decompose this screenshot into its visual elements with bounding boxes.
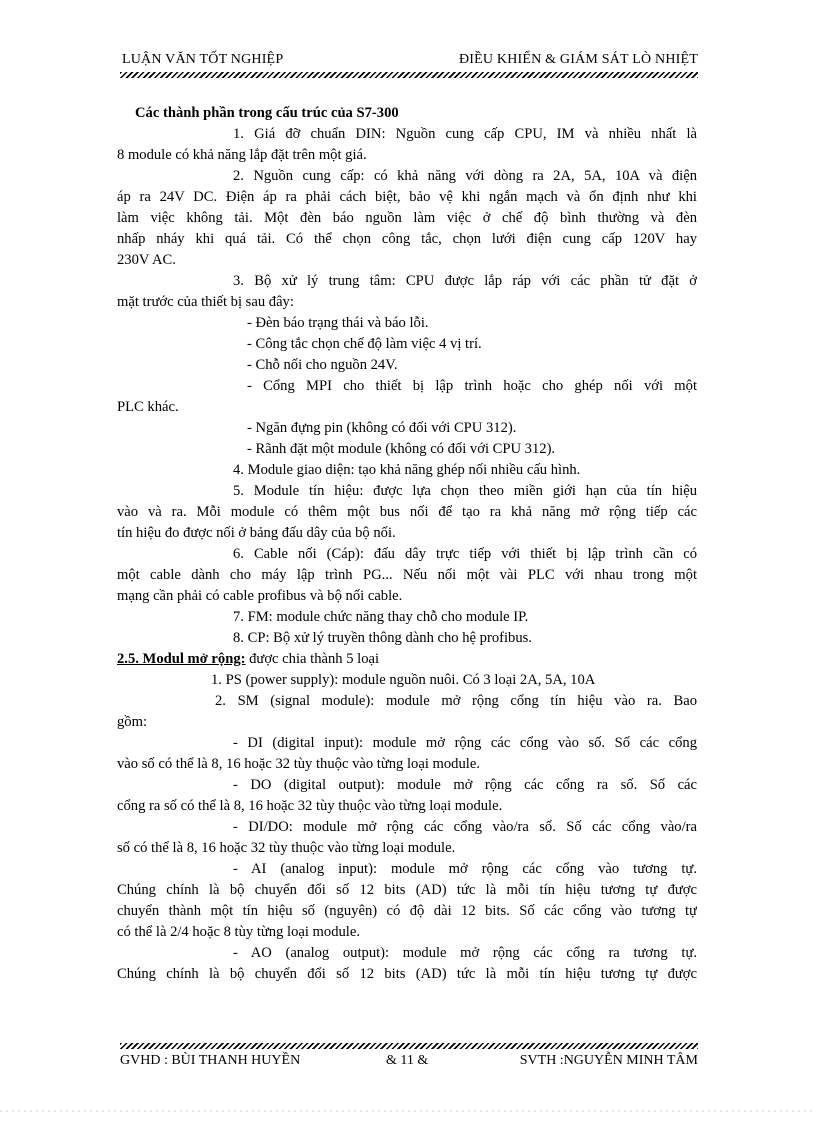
paragraph-line: cổng ra số có thể là 8, 16 hoặc 32 tùy thuộc vào từng loại module. <box>117 798 503 814</box>
paragraph-line: 7. FM: module chức năng thay chỗ cho module IP. <box>233 609 529 625</box>
list-item: - DI/DO: module mở rộng các cổng vào/ra số. Số các cổng vào/ra <box>233 819 697 835</box>
list-item: - DO (digital output): module mở rộng các cổng ra số. Số các <box>233 777 697 793</box>
paragraph-line: vào số có thể là 8, 16 hoặc 32 tùy thuộc vào từng loại module. <box>117 756 480 772</box>
list-item: - Chỗ nối cho nguồn 24V. <box>247 357 398 373</box>
list-item: 1. PS (power supply): module nguồn nuôi. Có 3 loại 2A, 5A, 10A <box>211 672 596 688</box>
list-item: - AO (analog output): module mở rộng các cổng ra tương tự. <box>233 945 697 961</box>
paragraph-line: số có thể là 8, 16 hoặc 32 tùy thuộc vào từng loại module. <box>117 840 456 856</box>
list-item: - Công tắc chọn chế độ làm việc 4 vị trí. <box>247 336 482 352</box>
subsection-text: được chia thành 5 loại <box>245 651 380 667</box>
paragraph-line: gồm: <box>117 714 147 730</box>
footer-divider <box>120 1043 698 1049</box>
list-item: - Rãnh đặt một module (không có đối với CPU 312). <box>247 441 556 457</box>
list-item: - Cổng MPI cho thiết bị lập trình hoặc cho ghép nối với một <box>247 378 697 394</box>
header-thesis-label: LUẬN VĂN TỐT NGHIỆP <box>122 52 284 67</box>
page-header <box>120 52 698 72</box>
paragraph-line: PLC khác. <box>117 399 179 415</box>
paragraph-line: 8 module có khả năng lắp đặt trên một giá. <box>117 147 367 163</box>
paragraph-line: 5. Module tín hiệu: được lựa chọn theo miền giới hạn của tín hiệu <box>233 483 697 499</box>
paragraph-line: 230V AC. <box>117 252 176 268</box>
list-item: - AI (analog input): module mở rộng các cổng vào tương tự. <box>233 861 697 877</box>
header-divider <box>120 72 698 78</box>
paragraph-line: một cable dành cho máy lập trình PG... Nếu nối một vài PLC với nhau trong một <box>117 567 697 583</box>
paragraph-line: Chúng chính là bộ chuyển đổi số 12 bits (AD) tức là mỗi tín hiệu tương tự được <box>117 966 697 982</box>
paragraph-line: 4. Module giao diện: tạo khả năng ghép nối nhiều cấu hình. <box>233 462 581 478</box>
paragraph-line: tín hiệu đo được nối ở bảng đấu dây của bộ nối. <box>117 525 396 541</box>
page-footer <box>120 1053 698 1073</box>
subsection-line <box>117 649 697 670</box>
list-item: - Ngăn đựng pin (không có đối với CPU 312). <box>247 420 517 436</box>
page-number: & 11 & <box>386 1053 429 1068</box>
paragraph-line: mạng cần phải có cable profibus và bộ nối cable. <box>117 588 403 604</box>
header-topic-label: ĐIỀU KHIỂN & GIÁM SÁT LÒ NHIỆT <box>458 52 698 67</box>
paragraph-line: 2. Nguồn cung cấp: có khả năng với dòng ra 2A, 5A, 10A và điện <box>233 168 697 184</box>
paragraph-line: 3. Bộ xử lý trung tâm: CPU được lắp ráp với các phần tử đặt ở <box>233 273 697 289</box>
footer-student: SVTH :NGUYỄN MINH TÂM <box>519 1053 698 1068</box>
list-item: 2. SM (signal module): module mở rộng cổng tín hiệu vào ra. Bao <box>215 693 697 709</box>
paragraph-line: mặt trước của thiết bị sau đây: <box>117 294 294 310</box>
subsection-title: 2.5. Modul mở rộng: <box>117 651 246 667</box>
footer-advisor: GVHD : BÙI THANH HUYỀN <box>120 1053 301 1068</box>
paragraph-line: Chúng chính là bộ chuyển đổi số 12 bits (AD) tức là mỗi tín hiệu tương tự được <box>117 882 697 898</box>
document-body <box>117 103 697 985</box>
list-item: - Đèn báo trạng thái và báo lỗi. <box>247 315 429 331</box>
paragraph-line: 1. Giá đỡ chuẩn DIN: Nguồn cung cấp CPU, IM và nhiều nhất là <box>233 126 697 142</box>
section-title: Các thành phần trong cấu trúc của S7-300 <box>135 105 399 121</box>
paragraph-line: làm việc không tải. Một đèn báo nguồn làm việc ở chế độ bình thường và đèn <box>117 210 697 226</box>
page-edge-artifact <box>0 1110 816 1112</box>
paragraph-line: có thể là 2/4 hoặc 8 tùy từng loại module. <box>117 924 360 940</box>
paragraph-line: chuyển thành một tín hiệu số (nguyên) có độ dài 12 bits. Số các cổng vào tương tự <box>117 903 697 919</box>
paragraph-line: vào và ra. Mỗi module có thêm một bus nối để tạo ra khả năng mở rộng tiếp các <box>117 504 697 520</box>
paragraph-line: áp ra 24V DC. Điện áp ra phải cách biệt, bảo vệ khi ngắn mạch và ổn định như khi <box>117 189 697 205</box>
paragraph-line: 8. CP: Bộ xử lý truyền thông dành cho hệ profibus. <box>233 630 532 646</box>
paragraph-line: nhấp nháy khi quá tải. Có thể chọn công tắc, chọn lưới điện cung cấp 120V hay <box>117 231 697 247</box>
paragraph-line: 6. Cable nối (Cáp): đấu dây trực tiếp với thiết bị lập trình cần có <box>233 546 697 562</box>
list-item: - DI (digital input): module mở rộng các cổng vào số. Số các cổng <box>233 735 697 751</box>
